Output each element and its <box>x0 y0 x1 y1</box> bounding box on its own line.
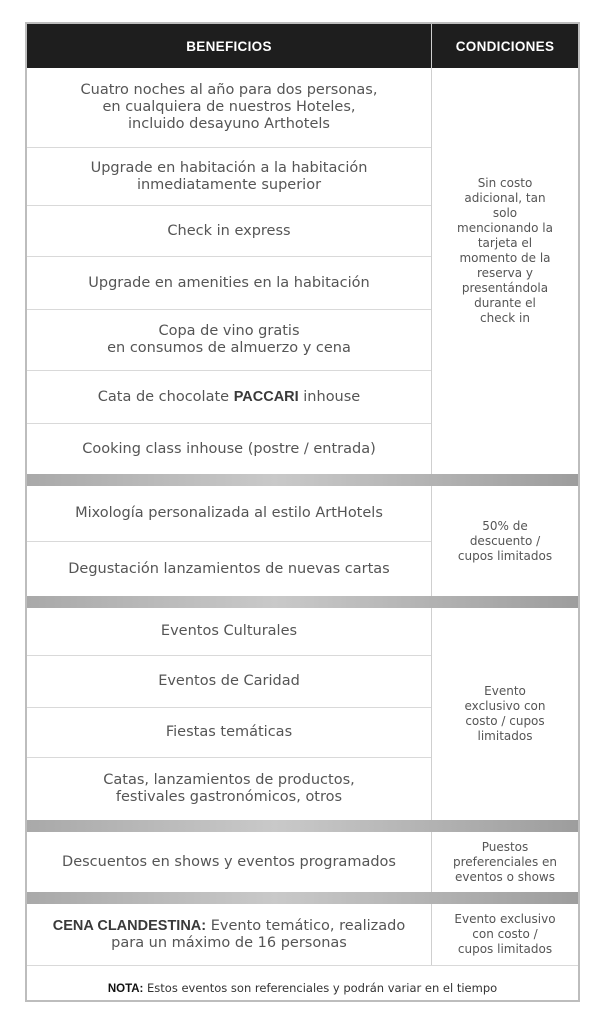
benefit-row: Check in express <box>27 206 431 257</box>
benefit-row: Catas, lanzamientos de productos, festivales gastronómicos, otros <box>103 772 355 805</box>
condition-cell: Puestos preferenciales en eventos o shows <box>453 839 557 884</box>
benefit-row: Cuatro noches al año para dos personas, en cualquiera de nuestros Hoteles, incluido desayuno Arthotels <box>27 68 431 148</box>
condition-cell: 50% de descuento / cupos limitados <box>457 518 553 563</box>
benefit-row: Descuentos en shows y eventos programados <box>62 853 396 870</box>
section-divider <box>27 474 578 486</box>
header-benefits: BENEFICIOS <box>27 24 432 68</box>
benefit-row: Upgrade en amenities en la habitación <box>27 257 431 310</box>
condition-cell: Evento exclusivo con costo / cupos limitados <box>454 912 556 956</box>
benefit-row: Cooking class inhouse (postre / entrada) <box>82 440 376 457</box>
note-label: NOTA: <box>107 983 144 995</box>
section-divider <box>27 596 578 608</box>
benefit-row: Upgrade en habitación a la habitación inmediatamente superior <box>27 148 431 206</box>
benefit-row: Degustación lanzamientos de nuevas cartas <box>68 560 390 577</box>
benefits-group-5 <box>27 904 578 965</box>
benefit-row: Fiestas temáticas <box>27 708 431 758</box>
benefit-row: Copa de vino gratis en consumos de almuerzo y cena <box>27 310 431 371</box>
benefits-group-1 <box>27 68 578 474</box>
table-header <box>27 24 578 68</box>
header-conditions: CONDICIONES <box>455 38 555 54</box>
benefits-group-4 <box>27 832 578 892</box>
condition-cell: Evento exclusivo con costo / cupos limitados <box>464 684 546 743</box>
benefit-row: Eventos de Caridad <box>27 656 431 708</box>
condition-cell: Sin costo adicional, tan solo mencionando la tarjeta el momento de la reserva y presentándola durante el check in <box>457 176 553 325</box>
benefits-group-3 <box>27 608 578 820</box>
footer-note: NOTA: Estos eventos son referenciales y podrán variar en el tiempo <box>27 965 578 1010</box>
benefit-row: Eventos Culturales <box>27 608 431 656</box>
section-divider <box>27 820 578 832</box>
benefit-row: CENA CLANDESTINA: Evento temático, realizado para un máximo de 16 personas <box>52 917 406 951</box>
brand-paccari: PACCARI <box>233 388 299 405</box>
cena-clandestina-label: CENA CLANDESTINA: <box>52 917 207 934</box>
benefits-group-2 <box>27 486 578 596</box>
benefit-row: Mixología personalizada al estilo ArtHotels <box>27 486 431 542</box>
benefit-row: Cata de chocolate PACCARI inhouse <box>27 371 431 424</box>
benefits-table <box>25 22 580 1002</box>
section-divider <box>27 892 578 904</box>
